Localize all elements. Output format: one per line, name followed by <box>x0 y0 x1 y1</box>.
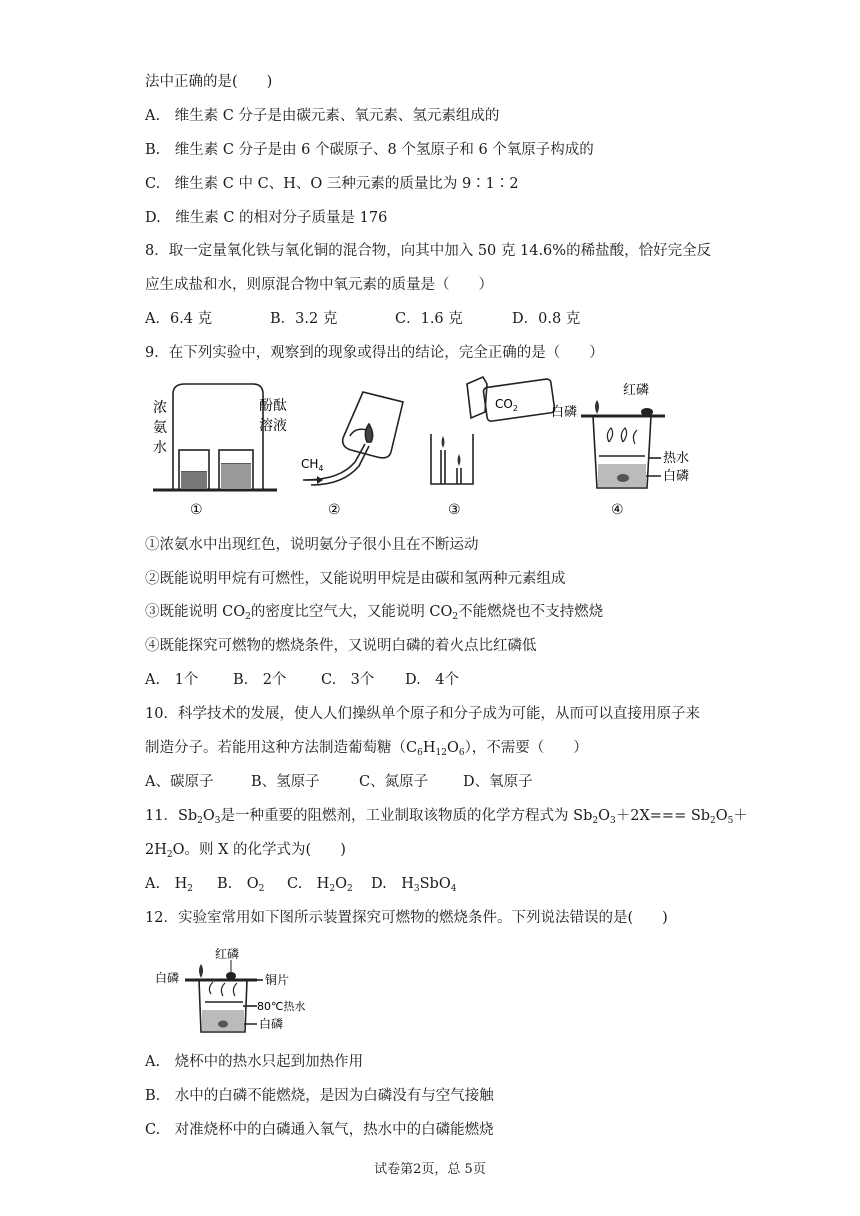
q12-white-p-label: 白磷 <box>155 971 180 985</box>
q11-stem-line2: $2H_2O$。则 X 的化学式为( ) <box>145 842 346 860</box>
nh3-label-3: 水 <box>153 440 167 456</box>
page-footer: 试卷第2页，总 5页 <box>374 1162 486 1177</box>
q10-stem-line2: 制造分子。若能用这种方法制造葡萄糖$(C_6H_{12}O_6)$，不需要（ ） <box>145 740 588 758</box>
q11-option-c: C. $H_2O_2$ <box>287 876 353 894</box>
q8-stem-line1: 8．取一定量氧化铁与氧化铜的混合物，向其中加入 50 克 14.6%的稀盐酸，恰好完全反 <box>145 243 712 259</box>
q11-stem-line1: 11．$Sb_2O_3$是一种重要的阻燃剂，工业制取该物质的化学方程式为 $Sb_2O_3+2X=== Sb_2O_5+$ <box>145 808 748 826</box>
q8-options <box>145 309 580 329</box>
ch4-label: $CH_4$ <box>301 457 324 473</box>
q12-option-b: B. 水中的白磷不能燃烧，是因为白磷没有与空气接触 <box>145 1088 494 1104</box>
q12-experiment-figure <box>145 944 325 1038</box>
q9-statement-1: ①浓氨水中出现红色，说明氨分子很小且在不断运动 <box>145 537 479 553</box>
q10-option-d: D、氧原子 <box>463 774 533 790</box>
q9-statement-2: ②既能说明甲烷有可燃性，又能说明甲烷是由碳和氢两种元素组成 <box>145 571 566 587</box>
fig-num-3: ③ <box>448 502 461 518</box>
fig4-hot-water-label: 热水 <box>663 451 690 466</box>
q11-option-a: A. $H_2$ <box>145 876 193 894</box>
q12-red-p-label: 红磷 <box>215 947 240 961</box>
q9-option-c: C. 3个 <box>321 672 375 688</box>
q7-option-b: B. 维生素 C 分子是由 6 个碳原子、8 个氢原子和 6 个氧原子构成的 <box>145 142 594 158</box>
q10-options <box>145 772 533 792</box>
q12-option-a: A. 烧杯中的热水只起到加热作用 <box>145 1054 364 1070</box>
q12-option-c: C. 对准烧杯中的白磷通入氧气，热水中的白磷能燃烧 <box>145 1122 494 1138</box>
fig4-white-p2-label: 白磷 <box>663 469 690 484</box>
nh3-label-1: 浓 <box>153 400 167 416</box>
q9-stem: 9．在下列实验中，观察到的现象或得出的结论，完全正确的是（ ） <box>145 345 604 361</box>
fig-num-2: ② <box>328 502 341 518</box>
q12-white-p2-label: 白磷 <box>259 1017 284 1031</box>
q8-stem-line2: 应生成盐和水，则原混合物中氧元素的质量是（ ） <box>145 277 493 293</box>
q7-option-d: D. 维生素 C 的相对分子质量是 176 <box>145 210 388 226</box>
q8-option-a: A．6.4 克 <box>145 311 213 327</box>
q12-stem: 12．实验室常用如下图所示装置探究可燃物的燃烧条件。下列说法错误的是( ) <box>145 910 668 926</box>
q11-option-d: D. $H_3SbO_4$ <box>371 876 457 894</box>
nh3-label-2: 氨 <box>153 420 167 436</box>
q9-option-a: A. 1个 <box>145 672 199 688</box>
q8-option-b: B．3.2 克 <box>270 311 338 327</box>
q12-hot-water-label: 80℃热水 <box>257 1000 306 1013</box>
q9-statement-3: ③既能说明 $CO_2$的密度比空气大，又能说明 $CO_2$不能燃烧也不支持燃烧 <box>145 604 604 622</box>
q9-option-b: B. 2个 <box>233 672 287 688</box>
q9-experiment-figure <box>145 372 700 522</box>
fig-num-1: ① <box>190 502 203 518</box>
co2-label: $CO_2$ <box>495 397 518 413</box>
fig4-red-p-label: 红磷 <box>623 383 650 398</box>
q7-option-a: A. 维生素 C 分子是由碳元素、氧元素、氢元素组成的 <box>145 108 500 124</box>
phenolphthalein-label-2: 溶液 <box>259 418 287 434</box>
q10-option-b: B、氢原子 <box>251 774 320 790</box>
q9-option-d: D. 4个 <box>405 672 459 688</box>
q9-statement-4: ④既能探究可燃物的燃烧条件，又说明白磷的着火点比红磷低 <box>145 638 537 654</box>
fig4-white-p-label: 白磷 <box>551 405 578 420</box>
q10-option-c: C、氮原子 <box>359 774 429 790</box>
q11-option-b: B. $O_2$ <box>217 876 265 894</box>
q9-options <box>145 670 459 690</box>
fig-num-4: ④ <box>611 502 624 518</box>
q11-options <box>145 874 456 899</box>
phenolphthalein-label-1: 酚酞 <box>259 398 287 414</box>
q8-option-d: D．0.8 克 <box>512 311 581 327</box>
q10-stem-line1: 10．科学技术的发展，使人人们操纵单个原子和分子成为可能，从而可以直接用原子来 <box>145 706 700 722</box>
q8-option-c: C．1.6 克 <box>395 311 463 327</box>
q10-option-a: A、碳原子 <box>145 774 214 790</box>
q12-copper-label: 铜片 <box>265 973 290 987</box>
q7-option-c: C. 维生素 C 中 C、H、O 三种元素的质量比为 9∶1∶2 <box>145 176 519 192</box>
co2-pouring-apparatus <box>431 377 555 484</box>
q7-stem-tail: 法中正确的是( ) <box>145 74 273 90</box>
